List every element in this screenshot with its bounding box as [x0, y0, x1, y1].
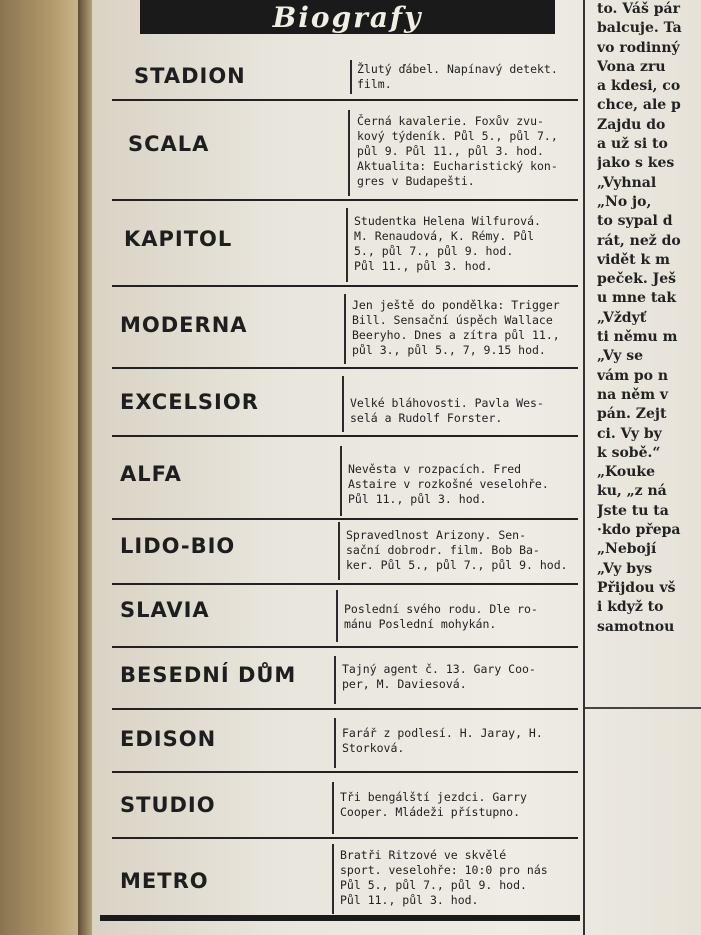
listing-rule	[112, 199, 578, 201]
listing-rule	[112, 285, 578, 287]
article-line: a už si to	[597, 136, 668, 153]
listing-description: Velké bláhovosti. Pavla Wes- selá a Rudolf Forster.	[350, 396, 544, 425]
article-line: samotnou	[597, 618, 675, 635]
article-line: to sypal d	[597, 213, 673, 230]
listing-rule	[112, 435, 578, 437]
article-line: „No jo,	[597, 193, 652, 210]
cinema-name: KAPITOL	[124, 227, 233, 251]
column-divider	[346, 208, 348, 282]
listing-rule	[112, 367, 578, 369]
article-line: Jste tu ta	[597, 502, 669, 519]
article-line: „Vy se	[597, 348, 644, 365]
listing-description: Farář z podlesí. H. Jaray, H. Storková.	[342, 726, 543, 755]
article-line: jako s kes	[597, 155, 675, 172]
cinema-name: MODERNA	[120, 313, 248, 337]
column-divider	[332, 844, 334, 914]
article-line: i když to	[597, 599, 664, 616]
article-line: vidět k m	[597, 251, 670, 268]
article-line: „Vy bys	[597, 560, 653, 577]
listing-description: Spravedlnost Arizony. Sen- sační dobrodr. film. Bob Ba- ker. Půl 5., půl 7., půl 9. hod.	[346, 528, 568, 572]
cinema-name: ALFA	[120, 462, 182, 486]
listing-rule	[112, 771, 578, 773]
listing-description: Bratři Ritzové ve skvělé sport. veselohře: 10:0 pro nás Půl 5., půl 7., půl 9. hod. Půl 11., půl 3. hod.	[340, 848, 548, 907]
listing-rule	[112, 837, 578, 839]
listing-rule	[112, 583, 578, 585]
listing-rule	[112, 518, 578, 520]
cinema-name: METRO	[120, 869, 209, 893]
article-column	[597, 0, 701, 690]
column-divider	[336, 590, 338, 642]
column-divider	[344, 294, 346, 364]
article-line: ·kdo přepa	[597, 522, 681, 539]
column-divider	[338, 522, 340, 580]
article-rule	[585, 707, 701, 709]
cinema-name: EDISON	[120, 727, 217, 751]
article-line: ku, „z ná	[597, 483, 667, 500]
article-line: Přijdou vš	[597, 579, 676, 596]
column-divider	[340, 446, 342, 516]
listing-description: Poslední svého rodu. Dle ro- mánu Poslední mohykán.	[344, 602, 538, 631]
article-line: to. Váš pár	[597, 1, 680, 17]
bottom-rule	[100, 915, 580, 921]
listing-description: Jen ještě do pondělka: Trigger Bill. Sensační úspěch Wallace Beeryho. Dnes a zítra půl 11., půl 3., půl 5., 7, 9.15 hod.	[352, 298, 560, 357]
article-line: rát, než do	[597, 232, 681, 249]
article-line: vo rodinný	[597, 39, 680, 56]
cinema-name: STADION	[134, 64, 246, 88]
cinema-name: SLAVIA	[120, 598, 210, 622]
listing-description: Černá kavalerie. Foxův zvu- kový týdeník. Půl 5., půl 7., půl 9. Půl 11., půl 3. hod. Aktualita: Eucharistický kon- gres v Budapešti.	[357, 114, 558, 188]
article-line: peček. Ješ	[597, 271, 676, 288]
article-line: „Kouke	[597, 464, 656, 481]
cinema-name: STUDIO	[120, 793, 216, 817]
cinema-name: BESEDNÍ DŮM	[120, 663, 297, 687]
column-divider	[334, 718, 336, 768]
article-line: na něm v	[597, 386, 669, 403]
column-divider	[332, 782, 334, 834]
column-divider	[334, 656, 336, 704]
article-line: pán. Zejt	[597, 406, 667, 423]
article-line: „Vždyť	[597, 309, 647, 326]
article-line: a kdesi, co	[597, 78, 681, 95]
column-divider	[342, 376, 344, 432]
article-line: ti němu m	[597, 329, 678, 346]
article-line: ci. Vy by	[597, 425, 662, 442]
article-line: u mne tak	[597, 290, 677, 307]
listing-rule	[112, 646, 578, 648]
listing-description: Žlutý ďábel. Napínavý detekt. film.	[357, 62, 558, 91]
section-title: Biografy	[272, 0, 423, 34]
listing-rule	[112, 708, 578, 710]
article-line: „Vyhnal	[597, 174, 657, 191]
article-line: Zajdu do	[597, 116, 666, 133]
article-line: chce, ale p	[597, 97, 681, 114]
article-line: k sobě.“	[597, 444, 661, 461]
article-line: balcuje. Ta	[597, 20, 682, 37]
listing-description: Nevěsta v rozpacích. Fred Astaire v rozkošné veselohře. Půl 11., půl 3. hod.	[348, 462, 549, 506]
article-line: „Nebojí	[597, 541, 657, 558]
column-rule	[583, 0, 585, 935]
cinema-name: SCALA	[128, 132, 210, 156]
cinema-name: EXCELSIOR	[120, 390, 259, 414]
column-divider	[350, 60, 352, 94]
cinema-name: LIDO-BIO	[120, 534, 236, 558]
article-line: Vona zru	[597, 58, 666, 75]
listing-description: Tajný agent č. 13. Gary Coo- per, M. Daviesová.	[342, 662, 536, 691]
listing-rule	[112, 99, 578, 101]
listing-description: Studentka Helena Wilfurová. M. Renaudová, K. Rémy. Půl 5., půl 7., půl 9. hod. Půl 11., půl 3. hod.	[354, 214, 541, 273]
listing-description: Tři bengálští jezdci. Garry Cooper. Mládeži přístupno.	[340, 790, 527, 819]
section-header	[140, 0, 555, 34]
article-line: vám po n	[597, 367, 669, 384]
column-divider	[348, 110, 350, 196]
